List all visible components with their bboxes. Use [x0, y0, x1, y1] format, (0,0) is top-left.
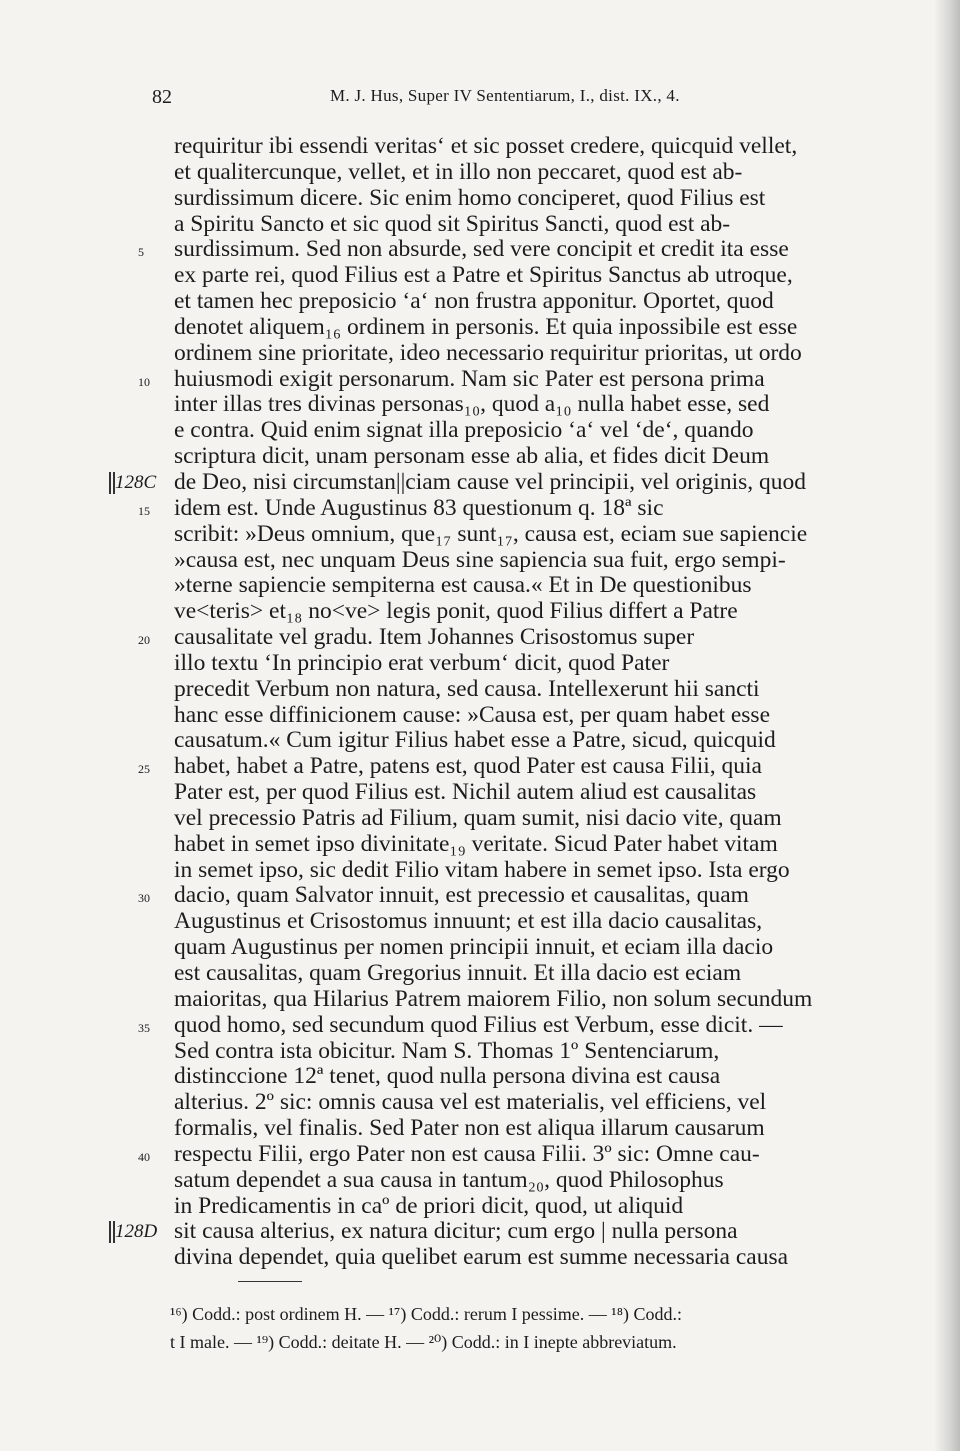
text-line [0, 341, 960, 367]
line-text: sit causa alterius, ex natura dicitur; cum ergo | nulla persona [174, 1218, 738, 1245]
line-text: idem est. Unde Augustinus 83 questionum q. 18ª sic [174, 494, 664, 521]
text-line [0, 1245, 960, 1271]
line-text: est causalitas, quam Gregorius innuit. Et illa dacio est eciam [174, 960, 742, 986]
line-text: causalitate vel gradu. Item Johannes Crisostomus super [174, 624, 695, 651]
line-text: Augustinus et Crisostomus innuunt; et est illa dacio causalitas, [174, 908, 763, 935]
line-number: 30 [138, 891, 150, 906]
text-line [0, 367, 960, 393]
line-text: denotet aliquem₁₆ ordinem in personis. Et quia inpossibile est esse [174, 313, 798, 340]
text-line [0, 780, 960, 806]
page-number: 82 [152, 86, 172, 108]
line-text: surdissimum dicere. Sic enim homo conciperet, quod Filius est [174, 184, 766, 211]
line-text: divina dependet, quia quelibet earum est summe necessaria causa [174, 1244, 789, 1271]
line-text: habet, habet a Patre, patens est, quod Pater est causa Filii, quia [174, 753, 762, 780]
line-number: 25 [138, 762, 150, 777]
line-text: maioritas, qua Hilarius Patrem maiorem Filio, non solum secundum [174, 985, 813, 1012]
text-line [0, 987, 960, 1013]
text-line [0, 212, 960, 238]
text-line [0, 160, 960, 186]
line-text: in Predicamentis in caº de priori dicit, quod, ut aliquid [174, 1192, 684, 1219]
line-text: alterius. 2º sic: omnis causa vel est materialis, vel efficiens, vel [174, 1089, 767, 1116]
line-text: dacio, quam Salvator innuit, est precessio et causalitas, quam [174, 882, 749, 909]
line-text: respectu Filii, ergo Pater non est causa Filii. 3º sic: Omne cau- [174, 1140, 760, 1167]
line-text: hanc esse diffinicionem cause: »Causa est, per quam habet esse [174, 701, 771, 728]
text-line [0, 573, 960, 599]
line-text: de Deo, nisi circumstan||ciam cause vel principii, vel originis, quod [174, 468, 806, 495]
line-text: ve<teris> et₁₈ no<ve> legis ponit, quod Filius differt a Patre [174, 598, 738, 625]
text-line [0, 1013, 960, 1039]
text-line [0, 703, 960, 729]
text-line [0, 728, 960, 754]
text-line [0, 909, 960, 935]
line-text: distinccione 12ª tenet, quod nulla persona divina est causa [174, 1063, 721, 1090]
text-line [0, 651, 960, 677]
text-line [0, 470, 960, 496]
line-text: »causa est, nec unquam Deus sine sapiencia sua fuit, ergo sempi- [174, 546, 786, 573]
line-text: scribit: »Deus omnium, que₁₇ sunt₁₇, causa est, eciam sue sapiencie [174, 520, 808, 547]
margin-reference: 128C [115, 470, 156, 496]
line-text: satum dependet a sua causa in tantum₂₀, quod Philosophus [174, 1166, 724, 1193]
line-text: Pater est, per quod Filius est. Nichil autem aliud est causalitas [174, 779, 757, 806]
text-line [0, 1194, 960, 1220]
text-line [0, 134, 960, 160]
line-text: et qualitercunque, vellet, et in illo non peccaret, quod est ab- [174, 158, 743, 185]
text-line [0, 315, 960, 341]
footnote-line: ¹⁶) Codd.: post ordinem H. — ¹⁷) Codd.: rerum I pessime. — ¹⁸) Codd.: [170, 1304, 682, 1324]
line-text: illo textu ‘In principio erat verbum‘ dicit, quod Pater [174, 649, 670, 676]
line-text: quod homo, sed secundum quod Filius est Verbum, esse dicit. — [174, 1011, 783, 1038]
text-line [0, 935, 960, 961]
text-line [0, 625, 960, 651]
line-text: surdissimum. Sed non absurde, sed vere concipit et credit ita esse [174, 236, 789, 263]
text-line [0, 444, 960, 470]
line-number: 10 [138, 374, 150, 389]
text-line [0, 418, 960, 444]
text-line [0, 754, 960, 780]
text-line [0, 522, 960, 548]
line-text: vel precessio Patris ad Filium, quam sumit, nisi dacio vite, quam [174, 804, 782, 831]
line-number: 15 [138, 503, 150, 518]
line-number: 20 [138, 633, 150, 648]
text-line [0, 289, 960, 315]
line-text: habet in semet ipso divinitate₁₉ veritate. Sicud Pater habet vitam [174, 830, 778, 857]
text-line [0, 392, 960, 418]
footnote-divider [238, 1281, 302, 1282]
text-line [0, 858, 960, 884]
line-text: precedit Verbum non natura, sed causa. Intellexerunt hii sancti [174, 675, 760, 702]
text-line [0, 1090, 960, 1116]
text-line [0, 677, 960, 703]
line-number: 5 [138, 245, 144, 260]
text-line [0, 237, 960, 263]
line-number: 40 [138, 1149, 150, 1164]
line-number: 35 [138, 1020, 150, 1035]
footnote-line: t I male. — ¹⁹) Codd.: deitate H. — ²⁰) Codd.: in I inepte abbreviatum. [170, 1332, 677, 1352]
text-line [0, 806, 960, 832]
line-text: et tamen hec preposicio ‘a‘ non frustra apponitur. Oportet, quod [174, 288, 774, 315]
text-line [0, 1168, 960, 1194]
line-text: huiusmodi exigit personarum. Nam sic Pater est persona prima [174, 365, 765, 392]
text-line [0, 832, 960, 858]
text-line [0, 1039, 960, 1065]
main-text [0, 134, 960, 1271]
text-line [0, 548, 960, 574]
line-text: ordinem sine prioritate, ideo necessario requiritur prioritas, ut ordo [174, 339, 802, 366]
line-text: Sed contra ista obicitur. Nam S. Thomas 1º Sentenciarum, [174, 1037, 720, 1064]
text-line [0, 1116, 960, 1142]
text-line [0, 961, 960, 987]
text-line [0, 1219, 960, 1245]
line-text: requiritur ibi essendi veritas‘ et sic posset credere, quicquid vellet, [174, 133, 798, 159]
line-text: quam Augustinus per nomen principii innuit, et eciam illa dacio [174, 934, 774, 961]
line-text: ex parte rei, quod Filius est a Patre et Spiritus Sanctus ab utroque, [174, 262, 793, 289]
line-text: scriptura dicit, unam personam esse ab alia, et fides dicit Deum [174, 443, 770, 470]
line-text: formalis, vel finalis. Sed Pater non est aliqua illarum causarum [174, 1115, 765, 1142]
line-text: e contra. Quid enim signat illa preposicio ‘a‘ vel ‘de‘, quando [174, 417, 754, 444]
line-text: causatum.« Cum igitur Filius habet esse a Patre, sicud, quicquid [174, 727, 776, 754]
text-line [0, 186, 960, 212]
line-text: in semet ipso, sic dedit Filio vitam habere in semet ipso. Ista ergo [174, 856, 790, 883]
margin-reference: 128D [115, 1219, 157, 1245]
text-line [0, 883, 960, 909]
footnotes [170, 1300, 910, 1356]
text-line [0, 263, 960, 289]
line-text: a Spiritu Sancto et sic quod sit Spiritus Sancti, quod est ab- [174, 210, 731, 237]
running-head: M. J. Hus, Super IV Sententiarum, I., dist. IX., 4. [330, 86, 680, 105]
line-text: »terne sapiencie sempiterna est causa.« Et in De questionibus [174, 572, 752, 599]
line-text: inter illas tres divinas personas₁₀, quod a₁₀ nulla habet esse, sed [174, 391, 770, 418]
text-line [0, 496, 960, 522]
text-line [0, 1142, 960, 1168]
text-line [0, 1064, 960, 1090]
text-line [0, 599, 960, 625]
